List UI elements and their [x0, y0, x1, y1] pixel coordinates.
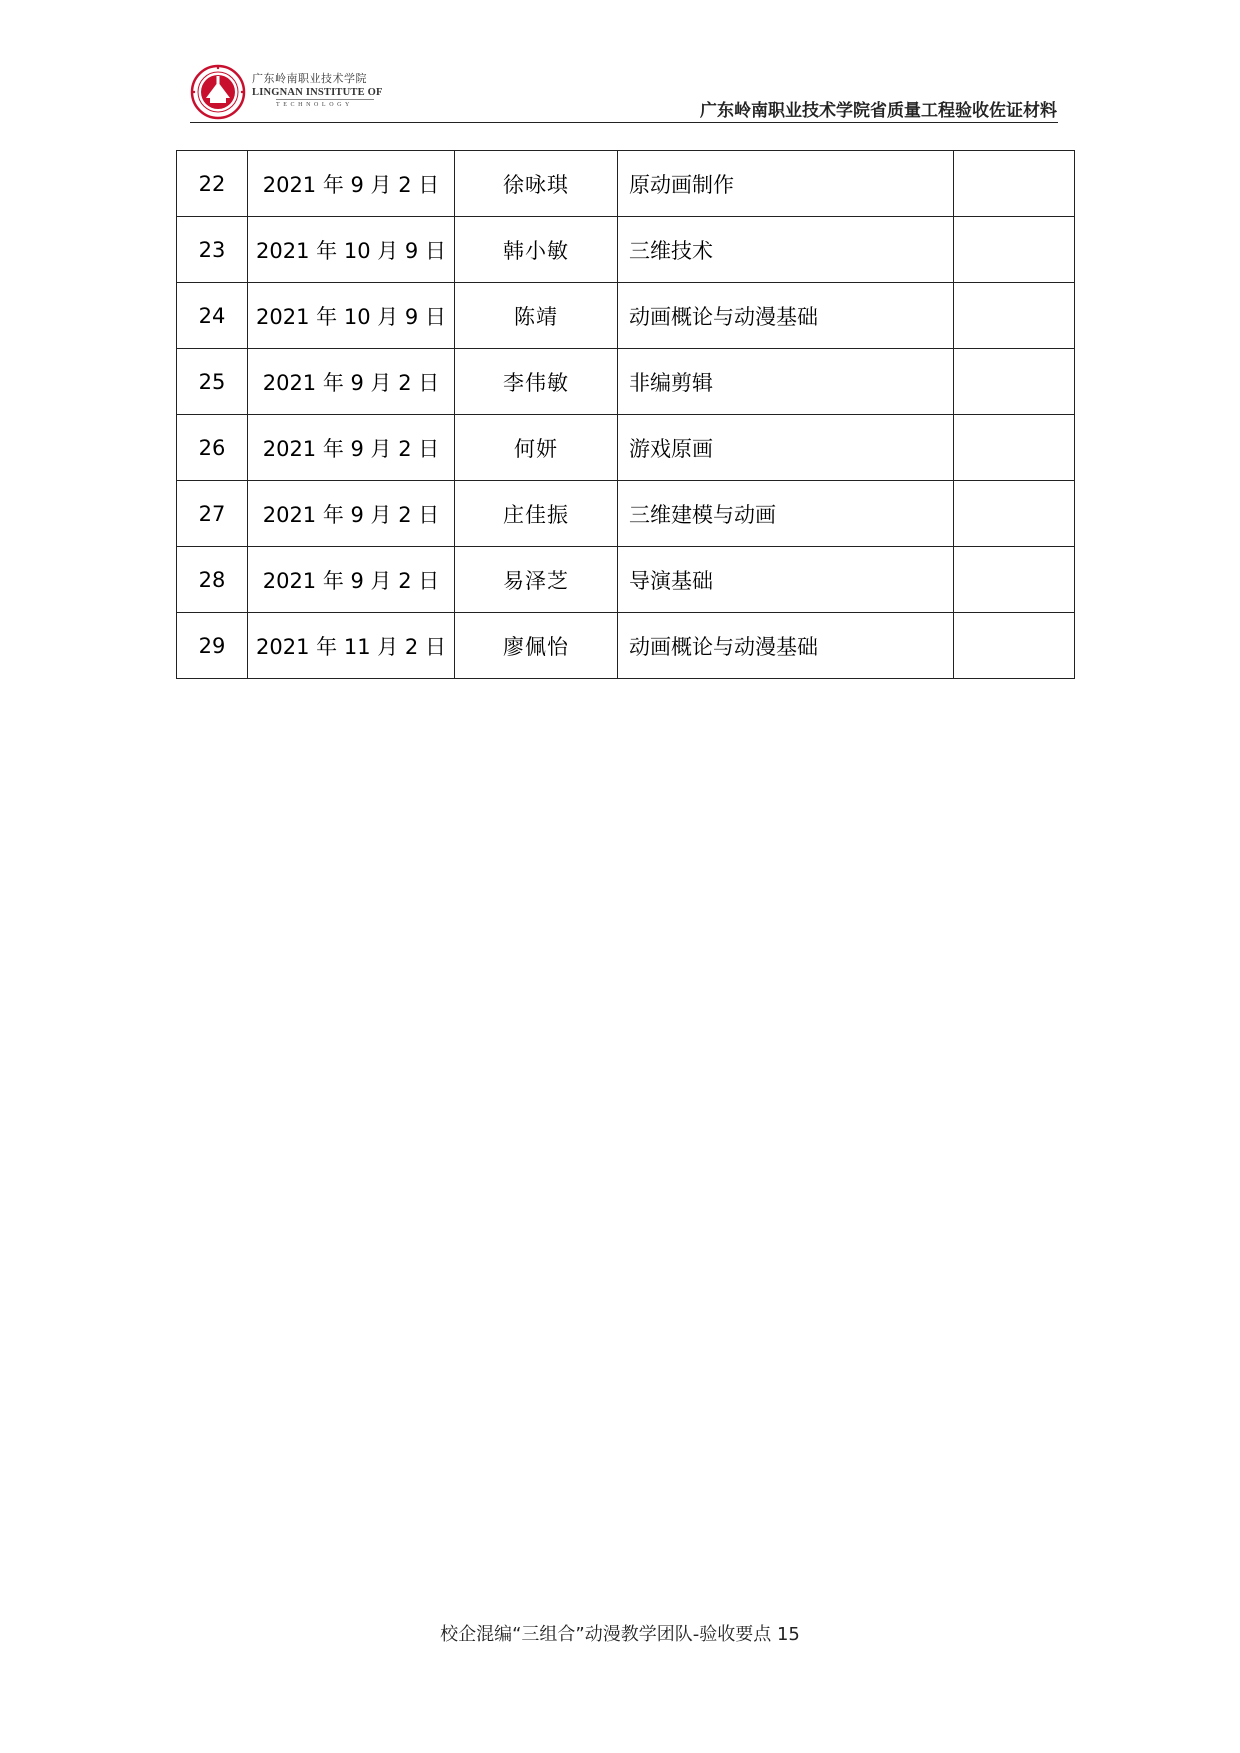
table-row [177, 283, 1075, 349]
records-table [176, 150, 1075, 679]
logo-english-name-line1: LINGNAN INSTITUTE OF [252, 87, 383, 98]
table-row [177, 349, 1075, 415]
table-row [177, 613, 1075, 679]
row-course: 原动画制作 [618, 151, 954, 217]
row-date: 2021 年 10 月 9 日 [248, 217, 455, 283]
page-footer: 校企混编“三组合”动漫教学团队-验收要点 15 [440, 1624, 800, 1645]
row-extra [954, 349, 1075, 415]
row-number: 28 [177, 547, 248, 613]
row-extra [954, 613, 1075, 679]
row-date: 2021 年 9 月 2 日 [248, 415, 455, 481]
row-extra [954, 415, 1075, 481]
row-number: 29 [177, 613, 248, 679]
table-row [177, 151, 1075, 217]
row-name: 徐咏琪 [455, 151, 618, 217]
row-extra [954, 283, 1075, 349]
logo-chinese-name: 广东岭南职业技术学院 [252, 72, 367, 85]
logo-text [252, 72, 392, 109]
row-name: 廖佩怡 [455, 613, 618, 679]
row-course: 游戏原画 [618, 415, 954, 481]
row-extra [954, 481, 1075, 547]
row-number: 23 [177, 217, 248, 283]
row-name: 何妍 [455, 415, 618, 481]
table-row [177, 415, 1075, 481]
row-course: 非编剪辑 [618, 349, 954, 415]
row-course: 动画概论与动漫基础 [618, 613, 954, 679]
table-row [177, 217, 1075, 283]
table-row [177, 481, 1075, 547]
row-course: 三维技术 [618, 217, 954, 283]
row-number: 26 [177, 415, 248, 481]
row-date: 2021 年 11 月 2 日 [248, 613, 455, 679]
row-number: 22 [177, 151, 248, 217]
row-date: 2021 年 9 月 2 日 [248, 481, 455, 547]
row-date: 2021 年 9 月 2 日 [248, 349, 455, 415]
table-row [177, 547, 1075, 613]
row-extra [954, 547, 1075, 613]
row-number: 27 [177, 481, 248, 547]
row-name: 易泽芝 [455, 547, 618, 613]
row-date: 2021 年 9 月 2 日 [248, 151, 455, 217]
row-course: 动画概论与动漫基础 [618, 283, 954, 349]
row-name: 韩小敏 [455, 217, 618, 283]
row-number: 24 [177, 283, 248, 349]
row-number: 25 [177, 349, 248, 415]
row-date: 2021 年 10 月 9 日 [248, 283, 455, 349]
header-title: 广东岭南职业技术学院省质量工程验收佐证材料 [700, 101, 1057, 121]
row-name: 庄佳振 [455, 481, 618, 547]
row-course: 三维建模与动画 [618, 481, 954, 547]
row-name: 陈靖 [455, 283, 618, 349]
row-name: 李伟敏 [455, 349, 618, 415]
school-logo [190, 64, 246, 120]
logo-english-name-line2: TECHNOLOGY [276, 99, 374, 109]
row-extra [954, 151, 1075, 217]
header-divider [190, 122, 1058, 123]
row-course: 导演基础 [618, 547, 954, 613]
row-date: 2021 年 9 月 2 日 [248, 547, 455, 613]
page-header [0, 0, 1240, 130]
row-extra [954, 217, 1075, 283]
